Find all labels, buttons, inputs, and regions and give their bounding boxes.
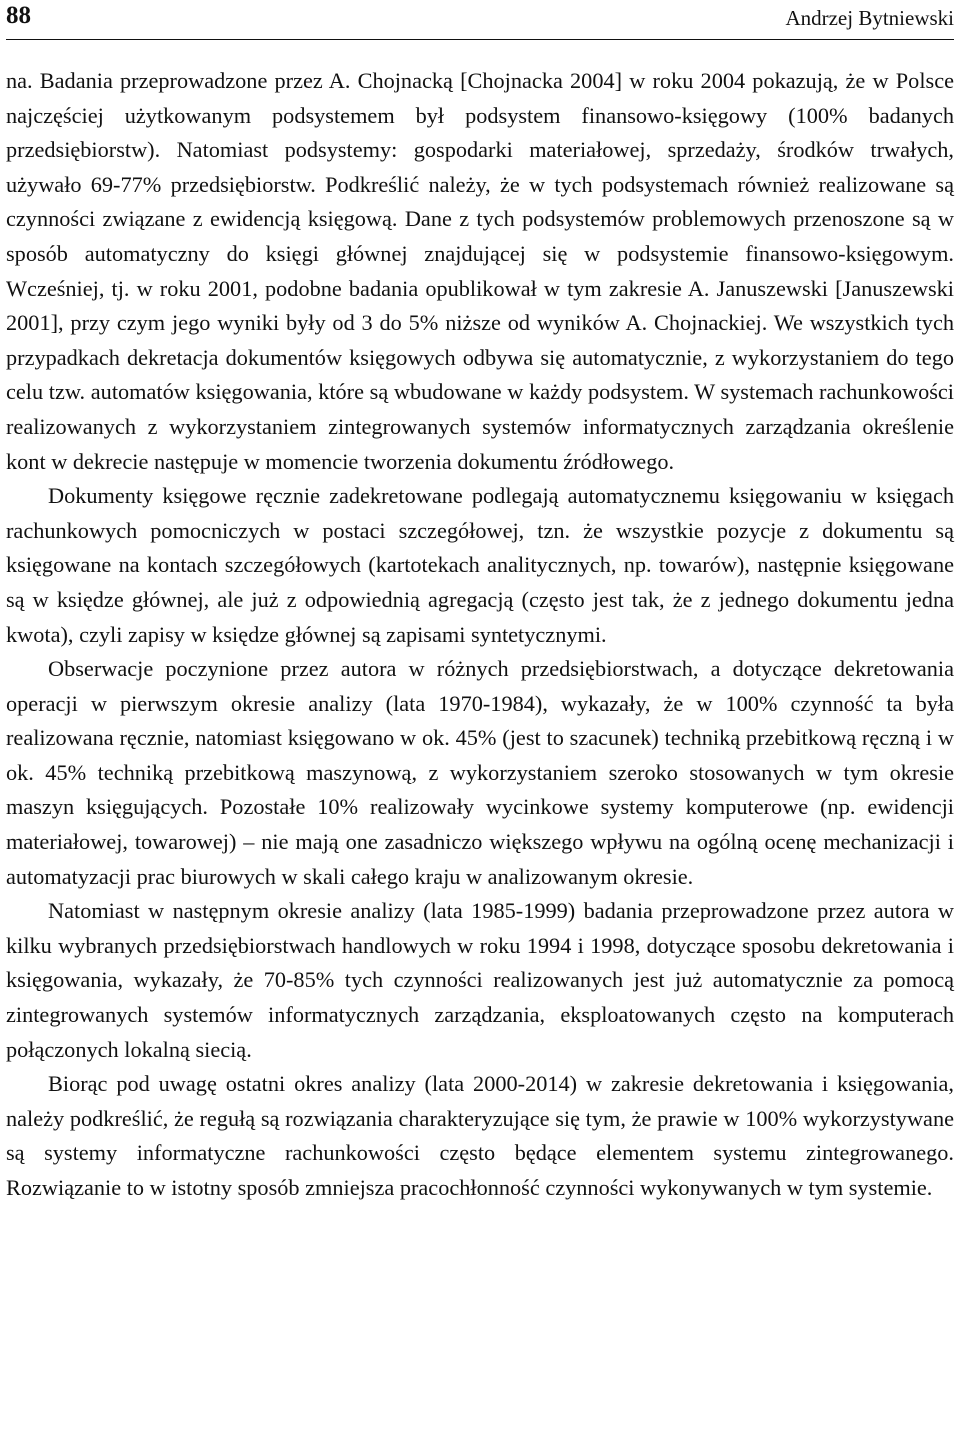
page [6, 0, 954, 1450]
paragraph: Obserwacje poczynione przez autora w różnych przedsiębiorstwach, a dotyczące dekretowania operacji w pierwszym okresie analizy (lata 1970-1984), wykazały, że w 100% czynność ta była realizowana ręcznie, natomiast księgowano w ok. 45% (jest to szacunek) techniką przebitkową ręczną i w ok. 45% techniką przebitkową maszynową, z wykorzystaniem szeroko stosowanych w tym okresie maszyn księgujących. Pozostałe 10% realizowały wycinkowe systemy komputerowe (np. ewidencji materiałowej, towarowej) – nie mają one zasadniczo większego wpływu na ogólną ocenę mechanizacji i automatyzacji prac biurowych w skali całego kraju w analizowanym okresie. [6, 656, 954, 889]
paragraph-continued: na. Badania przeprowadzone przez A. Chojnacką [Chojnacka 2004] w roku 2004 pokazują, że w Polsce najczęściej użytkowanym podsystemem był podsystem finansowo-księgowy (100% badanych przedsiębiorstw). Natomiast podsystemy: gospodarki materiałowej, sprzedaży, środków trwałych, używało 69-77% przedsiębiorstw. Podkreślić należy, że w tych podsystemach również realizowane są czynności związane z ewidencją księgową. Dane z tych podsystemów problemowych przenoszone są w sposób automatyczny do księgi głównej znajdującej się w podsystemie finansowo-księgowym. Wcześniej, tj. w roku 2001, podobne badania opublikował w tym zakresie A. Januszewski [Januszewski 2001], przy czym jego wyniki były od 3 do 5% niższe od wyników A. Chojnackiej. We wszystkich tych przypadkach dekretacja dokumentów księgowych odbywa się automatycznie, z wykorzystaniem do tego celu tzw. automatów księgowania, które są wbudowane w każdy podsystem. W systemach rachunkowości realizowanych z wykorzystaniem zintegrowanych systemów informatycznych zarządzania określenie kont w dekrecie następuje w momencie tworzenia dokumentu źródłowego. [6, 68, 954, 474]
running-head-author: Andrzej Bytniewski [785, 6, 954, 30]
paragraph: Biorąc pod uwagę ostatni okres analizy (lata 2000-2014) w zakresie dekretowania i księgowania, należy podkreślić, że regułą są rozwiązania charakteryzujące się tym, że prawie w 100% wykorzystywane są systemy informatyczne rachunkowości często będące elementem systemu zintegrowanego. Rozwiązanie to w istotny sposób zmniejsza pracochłonność czynności wykonywanych w tym systemie. [6, 1071, 954, 1200]
running-head [6, 0, 954, 40]
paragraph: Dokumenty księgowe ręcznie zadekretowane podlegają automatycznemu księgowaniu w księgach rachunkowych pomocniczych w postaci szczegółowej, tzn. że wszystkie pozycje z dokumentu są księgowane na kontach szczegółowych (kartotekach analitycznych, np. towarów), następnie księgowane są w księdze głównej, ale już z odpowiednią agregacją (często jest tak, że z jednego dokumentu jedna kwota), czyli zapisy w księdze głównej są zapisami syntetycznymi. [6, 483, 954, 647]
paragraph: Natomiast w następnym okresie analizy (lata 1985-1999) badania przeprowadzone przez autora w kilku wybranych przedsiębiorstwach handlowych w roku 1994 i 1998, dotyczące sposobu dekretowania i księgowania, wykazały, że 70-85% tych czynności realizowanych jest już automatycznie za pomocą zintegrowanych systemów informatycznych zarządzania, eksploatowanych często na komputerach połączonych lokalną siecią. [6, 898, 954, 1062]
page-number: 88 [6, 2, 31, 29]
body-text [6, 64, 954, 1206]
